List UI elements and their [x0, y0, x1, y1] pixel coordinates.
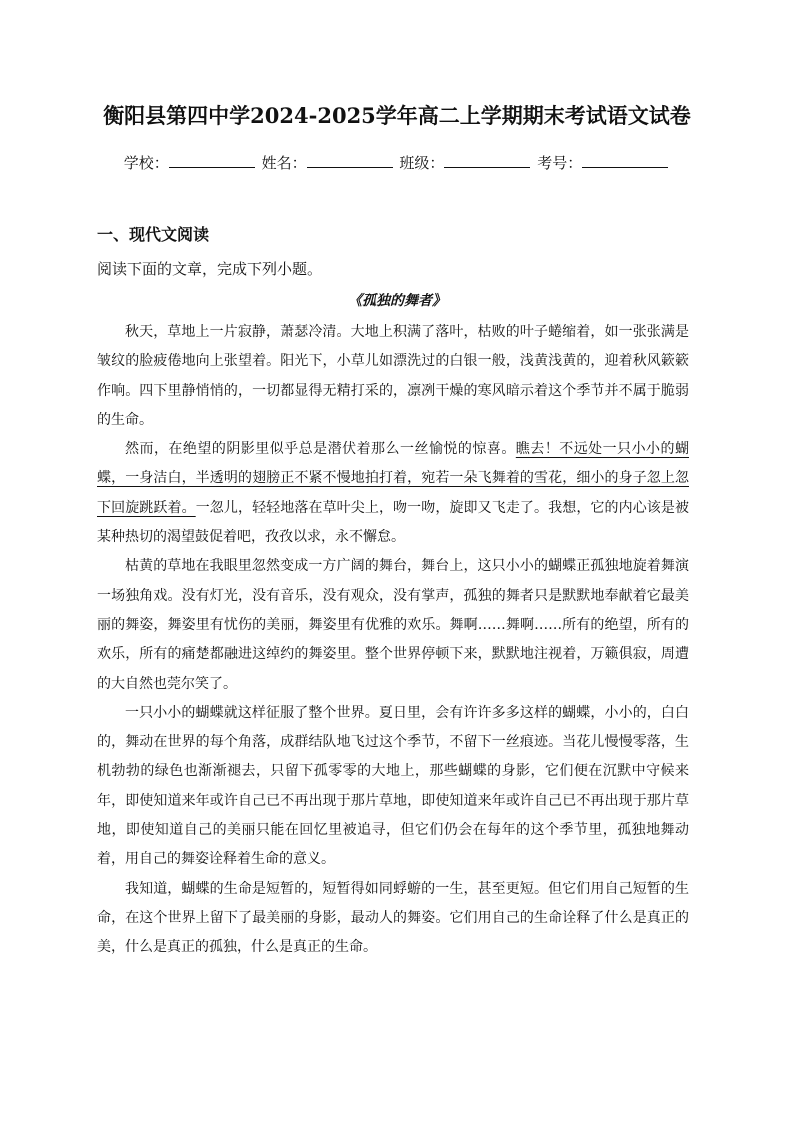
exam-number-label: 考号： — [537, 154, 583, 172]
paragraph-5: 我知道，蝴蝶的生命是短暂的，短暂得如同蜉蝣的一生，甚至更短。但它们用自己短暂的生命，在这个世界上留下了最美丽的身影，最动人的舞姿。它们用自己的生命诠释了什么是真正的美，什么是真正的孤独，什么是真正的生命。 — [97, 880, 689, 956]
underlined-sentence: 瞧去！不远处一只小小的蝴蝶，一身洁白，半透明的翅膀正不紧不慢地拍打着，宛若一朵飞舞着的雪花，细小的身子忽上忽下回旋跳跃着。 — [97, 441, 690, 516]
paragraph-3: 枯黄的草地在我眼里忽然变成一方广阔的舞台，舞台上，这只小小的蝴蝶正孤独地旋着舞演一场独角戏。没有灯光，没有音乐，没有观众，没有掌声，孤独的舞者只是默默地奉献着它最美丽的舞姿，舞姿里有忧伤的美丽，舞姿里有优雅的欢乐。舞啊……舞啊……所有的绝望，所有的欢乐，所有的痛楚都融进这绰约的舞姿里。整个世界停顿下来，默默地注视着，万籁俱寂，周遭的大自然也莞尔笑了。 — [97, 558, 689, 692]
paragraph-4: 一只小小的蝴蝶就这样征服了整个世界。夏日里，会有许许多多这样的蝴蝶，小小的，白白的，舞动在世界的每个角落，成群结队地飞过这个季节，不留下一丝痕迹。当花儿慢慢零落，生机勃勃的绿色也渐渐褪去，只留下孤零零的大地上，那些蝴蝶的身影，它们便在沉默中守候来年，即使知道来年或许自己已不再出现于那片草地，即使知道来年或许自己已不再出现于那片草地，即使知道自己的美丽只能在回忆里被追寻，但它们仍会在每年的这个季节里，孤独地舞动着，用自己的舞姿诠释着生命的意义。 — [97, 704, 689, 868]
paragraph-2 — [97, 435, 689, 552]
reading-instruction: 阅读下面的文章，完成下列小题。 — [97, 260, 323, 278]
exam-number-field — [537, 152, 670, 173]
paragraph-2-text-before: 然而，在绝望的阴影里似乎总是潜伏着那么一丝愉悦的惊喜。 — [125, 441, 516, 458]
school-blank[interactable] — [169, 153, 255, 168]
name-blank[interactable] — [307, 153, 393, 168]
paragraph-1: 秋天，草地上一片寂静，萧瑟冷清。大地上积满了落叶，枯败的叶子蜷缩着，如一张张满是皱纹的脸疲倦地向上张望着。阳光下，小草儿如漂洗过的白银一般，浅黄浅黄的，迎着秋风簌簌作响。四下里静悄悄的，一切都显得无精打采的，凛冽干燥的寒风暗示着这个季节并不属于脆弱的生命。 — [97, 324, 689, 428]
passage-body — [97, 318, 689, 963]
school-label: 学校： — [123, 154, 169, 172]
passage-title: 《孤独的舞者》 — [348, 293, 446, 309]
class-field — [399, 152, 532, 173]
exam-title: 衡阳县第四中学2024-2025学年高二上学期期末考试语文试卷 — [103, 103, 691, 128]
section-heading: 一、现代文阅读 — [97, 225, 210, 244]
class-label: 班级： — [399, 154, 445, 172]
name-field — [262, 152, 395, 173]
student-info-row — [0, 152, 794, 173]
school-field — [124, 152, 257, 173]
class-blank[interactable] — [444, 153, 530, 168]
name-label: 姓名： — [261, 154, 307, 172]
exam-number-blank[interactable] — [582, 153, 668, 168]
paragraph-2-text-after: 一忽儿，轻轻地落在草叶尖上，吻一吻，旋即又飞走了。我想，它的内心该是被某种热切的渴望鼓促着吧，孜孜以求，永不懈怠。 — [97, 499, 690, 546]
